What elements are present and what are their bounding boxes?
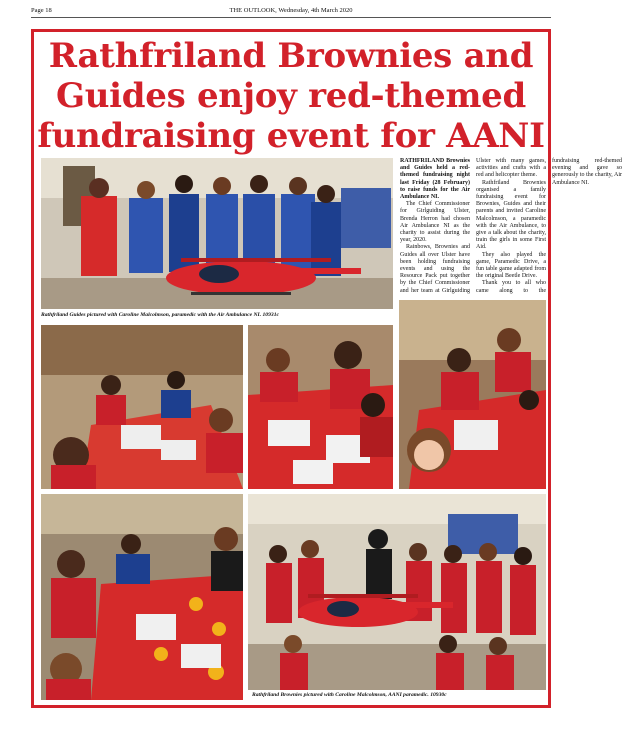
masthead: THE OUTLOOK, Wednesday, 4th March 2020 — [229, 7, 353, 14]
article-paragraph: Rainbows, Brownies and Guides all over Ulster have been holding fundraising events and using the Resource Pack put together by the Chief Commissioner and her team at Girlguiding Ulster with many games, activities and crafts with a red and helicopter theme. — [400, 158, 546, 294]
caption-bottom-photo: Rathfriland Brownies pictured with Caroline Malcolmson, AANI paramedic. 10930c — [252, 692, 447, 698]
article-paragraph: Rathfriland Brownies organised a family fundraising event for Brownies, Guides and their parents and invited Caroline Malcolmson, a paramedic with the Air Ambulance, to give a talk about the charity, train the girls in some First Aid. — [476, 179, 546, 251]
article-paragraph: The Chief Commissioner for Girlguiding Ulster, Brenda Herron had chosen Air Ambulance NI as the charity to assist during the year, 2020. — [400, 201, 470, 244]
photo-girls-at-table — [41, 325, 243, 489]
photo-hall-with-cups — [41, 494, 243, 700]
article-paragraph: Thank you to all who came along to the fundraising red-themed evening and gave so generously to the charity, Air Ambulance NI. — [476, 158, 622, 294]
photo-brownies-helicopter — [248, 494, 546, 690]
page-header — [31, 4, 551, 18]
article-paragraph: They also played the game, Paramedic Drive, a fun table game adapted from the original Beetle Drive. — [476, 251, 546, 280]
photo-girls-writing — [248, 325, 393, 489]
caption-top-photo: Rathfriland Guides pictured with Caroline Malcolmson, paramedic with the Air Ambulance NI. 10931c — [41, 312, 279, 318]
headline-line-3: fundraising event for AANI — [37, 116, 545, 156]
headline — [36, 36, 546, 156]
headline-line-2: Guides enjoy red-themed — [56, 76, 526, 116]
article-lead: RATHFRILAND Brownies and Guides held a red-themed fundraising night last Friday (28 February) to raise funds for the Air Ambulance NI. — [400, 158, 470, 201]
page-number: Page 18 — [31, 7, 52, 14]
photo-guides-helicopter — [41, 158, 393, 309]
article-body — [400, 158, 622, 298]
headline-line-1: Rathfriland Brownies and — [48, 36, 534, 76]
photo-girl-playing-game — [399, 300, 546, 489]
